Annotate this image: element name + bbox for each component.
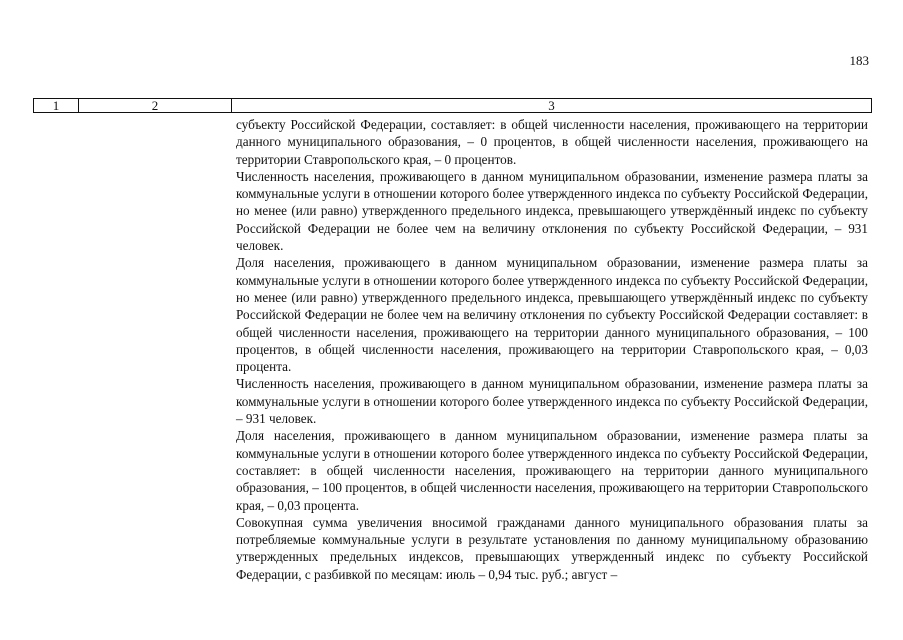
table-header-row <box>33 98 872 113</box>
paragraph: Доля населения, проживающего в данном муниципальном образовании, изменение размера платы за коммунальные услуги в отношении которого более утвержденного индекса по субъекту Российской Федерации, но менее (или равно) утвержденного предельного индекса, превышающего утверждённый индекс по субъекту Российской Федерации не более чем на величину отклонения по субъекту Российской Федерации составляет: в общей численности населения, проживающего на территории данного муниципального образования, – 100 процентов, в общей численности населения, проживающего на территории Ставропольского края, – 0,03 процента. <box>236 255 868 375</box>
column-header-3: 3 <box>548 98 555 113</box>
document-body <box>236 116 868 583</box>
paragraph: Численность населения, проживающего в данном муниципальном образовании, изменение размера платы за коммунальные услуги в отношении которого более утвержденного индекса по субъекту Российской Федерации, – 931 человек. <box>236 376 868 427</box>
paragraph: субъекту Российской Федерации, составляет: в общей численности населения, проживающего на территории данного муниципального образования, – 0 процентов, в общей численности населения, проживающего на территории Ставропольского края, – 0 процентов. <box>236 117 868 167</box>
column-header-2: 2 <box>79 99 232 112</box>
paragraph: Доля населения, проживающего в данном муниципальном образовании, изменение размера платы за коммунальные услуги в отношении которого более утвержденного индекса по субъекту Российской Федерации, составляет: в общей численности населения, проживающего на территории данного муниципального образования, – 100 процентов, в общей численности населения, проживающего на территории Ставропольского края, – 0,03 процента. <box>236 428 868 513</box>
paragraph: Численность населения, проживающего в данном муниципальном образовании, изменение размера платы за коммунальные услуги в отношении которого более утвержденного индекса по субъекту Российской Федерации, но менее (или равно) утвержденного предельного индекса, превышающего утверждённый индекс по субъекту Российской Федерации не более чем на величину отклонения по субъекту Российской Федерации, – 931 человек. <box>236 168 868 254</box>
page-number: 183 <box>849 53 869 68</box>
paragraph: Совокупная сумма увеличения вносимой гражданами данного муниципального образования платы за потребляемые коммунальные услуги в результате установления по данному муниципальному образованию утвержденных предельных индексов, превышающих утвержденный индекс по субъекту Российской Федерации, с разбивкой по месяцам: июль – 0,94 тыс. руб.; август – <box>236 514 868 582</box>
column-header-1: 1 <box>34 99 79 112</box>
